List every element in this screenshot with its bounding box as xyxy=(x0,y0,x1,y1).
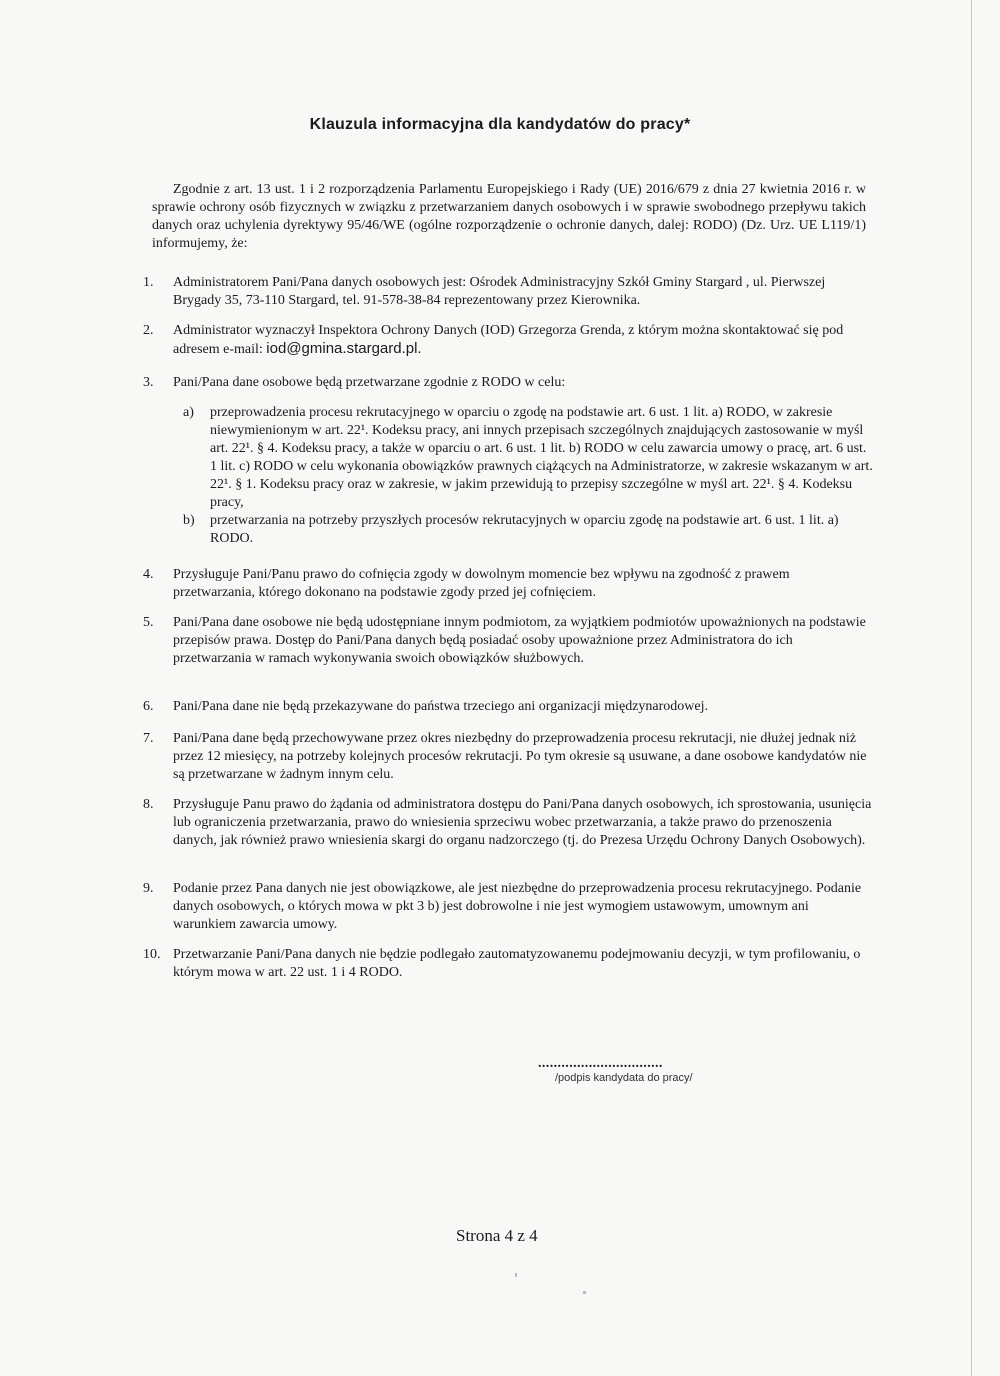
clause-item-4 xyxy=(143,566,873,602)
clause-item-6 xyxy=(143,698,873,716)
clause-item-2 xyxy=(143,322,873,359)
subclause-text: przetwarzania na potrzeby przyszłych procesów rekrutacyjnych w oparciu zgodę na podstawie art. 6 ust. 1 lit. a) RODO. xyxy=(210,513,839,546)
subclause-letter: a) xyxy=(183,405,194,420)
clause-text: Przysługuje Pani/Panu prawo do cofnięcia zgody w dowolnym momencie bez wpływu na zgodność z prawem przetwarzania, którego dokonano na podstawie zgody przed jej cofnięciem. xyxy=(173,567,790,600)
clause-item-5 xyxy=(143,614,873,668)
document-title: Klauzula informacyjna dla kandydatów do pracy* xyxy=(309,116,691,133)
clause-body xyxy=(173,374,873,548)
clause-item-3 xyxy=(143,374,873,548)
intro-paragraph: Zgodnie z art. 13 ust. 1 i 2 rozporządzenia Parlamentu Europejskiego i Rady (UE) 2016/679 z dnia 27 kwietnia 2016 r. w sprawie ochrony osób fizycznych w związku z przetwarzaniem danych osobowych i w sprawie swobodnego przepływu takich danych oraz uchylenia dyrektywy 95/46/WE (ogólne rozporządzenie o ochronie danych, dalej: RODO) (Dz. Urz. UE L119/1) informujemy, że: xyxy=(152,182,866,251)
clause-item-9 xyxy=(143,880,873,934)
subclause-b xyxy=(183,512,873,548)
clause-item-10 xyxy=(143,946,873,982)
clause-number: 4. xyxy=(143,567,154,582)
clause-text: Pani/Pana dane będą przechowywane przez okres niezbędny do przeprowadzenia procesu rekrutacji, nie dłużej jednak niż przez 12 miesięcy, na potrzeby kolejnych procesów rekrutacji. Po tym okresie są usuwane, a dane osobowe kandydatów nie są przetwarzane w żadnym innym celu. xyxy=(173,731,867,782)
clause-sublist xyxy=(183,404,873,548)
clause-text: Administrator wyznaczył Inspektora Ochrony Danych (IOD) Grzegorza Grenda, z którym można skontaktować się pod adresem e-mail: xyxy=(173,323,844,357)
clause-number: 10. xyxy=(143,947,161,962)
clause-text: Pani/Pana dane nie będą przekazywane do państwa trzeciego ani organizacji międzynarodowej. xyxy=(173,699,709,714)
signature-label: /podpis kandydata do pracy/ xyxy=(555,1072,693,1084)
clause-text: Administratorem Pani/Pana danych osobowych jest: Ośrodek Administracyjny Szkół Gminy Stargard , ul. Pierwszej Brygady 35, 73-110 Stargard, tel. 91-578-38-84 reprezentowany przez Kierownika. xyxy=(173,275,826,308)
page-number: Strona 4 z 4 xyxy=(456,1226,538,1245)
signature-line: ................................ xyxy=(538,1056,663,1071)
subclause-letter: b) xyxy=(183,513,195,528)
clause-number: 1. xyxy=(143,275,154,290)
clause-number: 5. xyxy=(143,615,154,630)
scan-speck xyxy=(583,1291,586,1294)
clause-text: Podanie przez Pana danych nie jest obowiązkowe, ale jest niezbędne do przeprowadzenia procesu rekrutacyjnego. Podanie danych osobowych, o których mowa w pkt 3 b) jest dobrowolne i nie jest wymogiem ustawowym, umownym ani warunkiem zawarcia umowy. xyxy=(173,881,862,932)
clause-item-8 xyxy=(143,796,873,850)
clause-text: Pani/Pana dane osobowe będą przetwarzane zgodnie z RODO w celu: xyxy=(173,375,566,390)
clause-number: 2. xyxy=(143,323,154,338)
subclause-text: przeprowadzenia procesu rekrutacyjnego w oparciu o zgodę na podstawie art. 6 ust. 1 lit. a) RODO, w zakresie niewymienionym w art. 22¹. Kodeksu pracy, ani innych przepisach szczególnych znajdujących zastosowanie w myśl art. 22¹. § 4. Kodeksu pracy, a także w oparciu o art. 6 ust. 1 lit. b) RODO w celu zawarcia umowy o pracę, art. 6 ust. 1 lit. c) RODO w celu wykonania obowiązków prawnych ciążących na Administratorze, w zakresie wskazanym w art. 22¹. § 1. Kodeksu pracy oraz w zakresie, w jakim przewidują to przepisy szczególne w myśl art. 22¹. § 4. Kodeksu pracy, xyxy=(210,405,873,510)
scan-speck xyxy=(515,1273,517,1277)
clause-text: Przysługuje Panu prawo do żądania od administratora dostępu do Pani/Pana danych osobowych, ich sprostowania, usunięcia lub ograniczenia przetwarzania, prawo do wniesienia sprzeciwu wobec przetwarzania, a także prawo do przenoszenia danych, jak również prawo wniesienia skargi do organu nadzorczego (tj. do Prezesa Urzędu Ochrony Danych Osobowych). xyxy=(173,797,872,848)
clause-body xyxy=(173,322,873,359)
clause-number: 8. xyxy=(143,797,154,812)
iod-email-link[interactable]: iod@gmina.stargard.pl. xyxy=(266,340,422,357)
subclause-a xyxy=(183,404,873,512)
clause-number: 7. xyxy=(143,731,154,746)
clause-number: 9. xyxy=(143,881,154,896)
clause-item-1 xyxy=(143,274,873,310)
clause-item-7 xyxy=(143,730,873,784)
clause-text: Przetwarzanie Pani/Pana danych nie będzie podlegało zautomatyzowanemu podejmowaniu decyzji, w tym profilowaniu, o którym mowa w art. 22 ust. 1 i 4 RODO. xyxy=(173,947,861,980)
clause-text: Pani/Pana dane osobowe nie będą udostępniane innym podmiotom, za wyjątkiem podmiotów upoważnionych na podstawie przepisów prawa. Dostęp do Pani/Pana danych będą posiadać osoby upoważnione przez Administratora do ich przetwarzania w ramach wykonywania swoich obowiązków służbowych. xyxy=(173,615,866,666)
clause-number: 3. xyxy=(143,375,154,390)
clause-number: 6. xyxy=(143,699,154,714)
